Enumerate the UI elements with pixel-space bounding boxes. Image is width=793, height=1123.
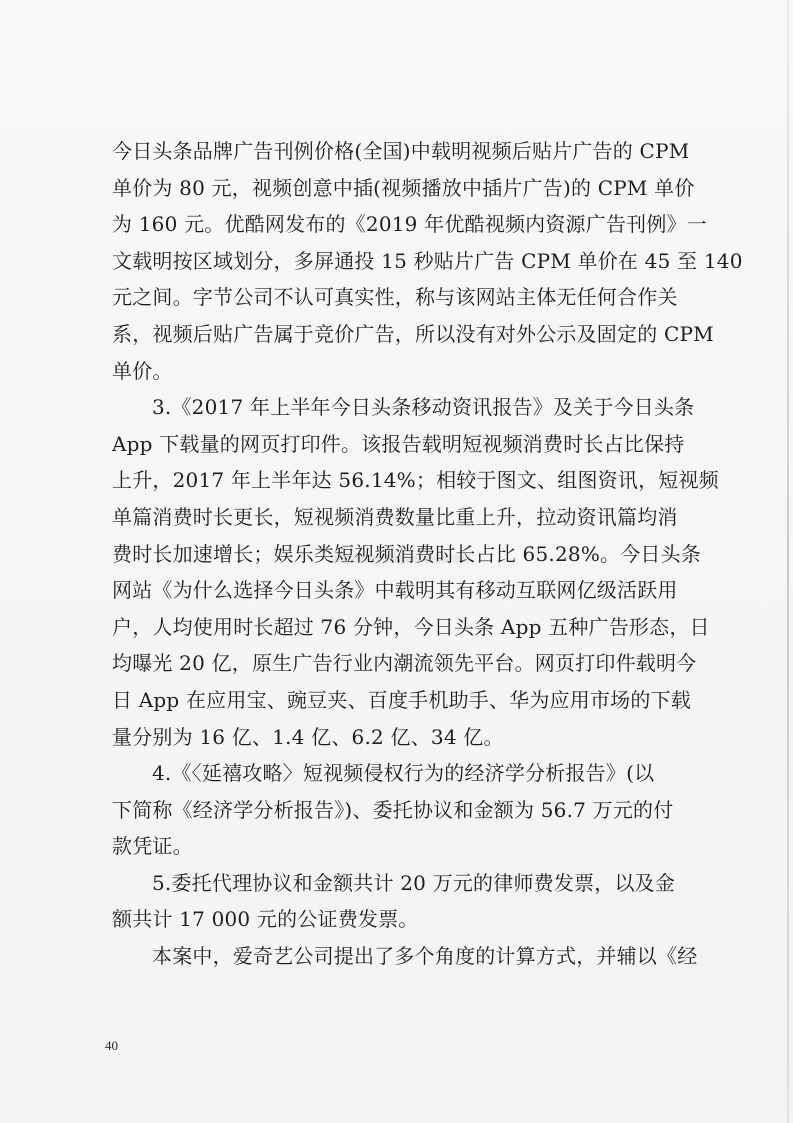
text-line: 下简称《经济学分析报告》)、委托协议和金额为 56.7 万元的付 — [112, 797, 674, 822]
text-line: 款凭证。 — [112, 834, 193, 859]
paragraph-item-3-start: 3.《2017 年上半年今日头条移动资讯报告》及关于今日头条 — [152, 395, 695, 420]
text-line: 单价。 — [112, 358, 173, 383]
text-line: 文载明按区域划分，多屏通投 15 秒贴片广告 CPM 单价在 45 至 140 — [112, 248, 743, 273]
text-line: 今日头条品牌广告刊例价格(全国)中载明视频后贴片广告的 CPM — [112, 139, 690, 163]
text-line: 上升，2017 年上半年达 56.14%；相较于图文、组图资讯，短视频 — [112, 468, 719, 493]
text-line: 户，人均使用时长超过 76 分钟，今日头条 App 五种广告形态，日 — [112, 614, 710, 639]
text-line: 网站《为什么选择今日头条》中载明其有移动互联网亿级活跃用 — [112, 578, 678, 603]
text-line: 费时长加速增长；娱乐类短视频消费时长占比 65.28%。今日头条 — [112, 541, 702, 566]
text-line: App 下载量的网页打印件。该报告载明短视频消费时长占比保持 — [112, 431, 685, 456]
text-line: 元之间。字节公司不认可真实性，称与该网站主体无任何合作关 — [112, 285, 678, 310]
text-line: 为 160 元。优酷网发布的《2019 年优酷视频内资源广告刊例》一 — [112, 212, 707, 237]
scan-edge-shadow — [787, 0, 789, 1123]
document-body — [112, 133, 743, 975]
text-line: 单篇消费时长更长，短视频消费数量比重上升，拉动资讯篇均消 — [112, 504, 678, 529]
text-line: 日 App 在应用宝、豌豆夹、百度手机助手、华为应用市场的下载 — [112, 687, 691, 712]
paragraph-item-5-start: 5.委托代理协议和金额共计 20 万元的律师费发票，以及金 — [152, 870, 676, 895]
page-number: 40 — [105, 1038, 118, 1053]
text-line: 单价为 80 元，视频创意中插(视频播放中插片广告)的 CPM 单价 — [112, 175, 695, 200]
text-line: 均曝光 20 亿，原生广告行业内潮流领先平台。网页打印件载明今 — [112, 651, 697, 676]
text-line: 系，视频后贴广告属于竞价广告，所以没有对外公示及固定的 CPM — [112, 321, 714, 346]
text-line: 额共计 17 000 元的公证费发票。 — [112, 907, 419, 932]
text-line: 量分别为 16 亿、1.4 亿、6.2 亿、34 亿。 — [112, 724, 504, 749]
paragraph-conclusion-start: 本案中，爱奇艺公司提出了多个角度的计算方式，并辅以《经 — [152, 944, 698, 969]
paragraph-item-4-start: 4.《〈延禧攻略〉短视频侵权行为的经济学分析报告》(以 — [152, 761, 655, 786]
